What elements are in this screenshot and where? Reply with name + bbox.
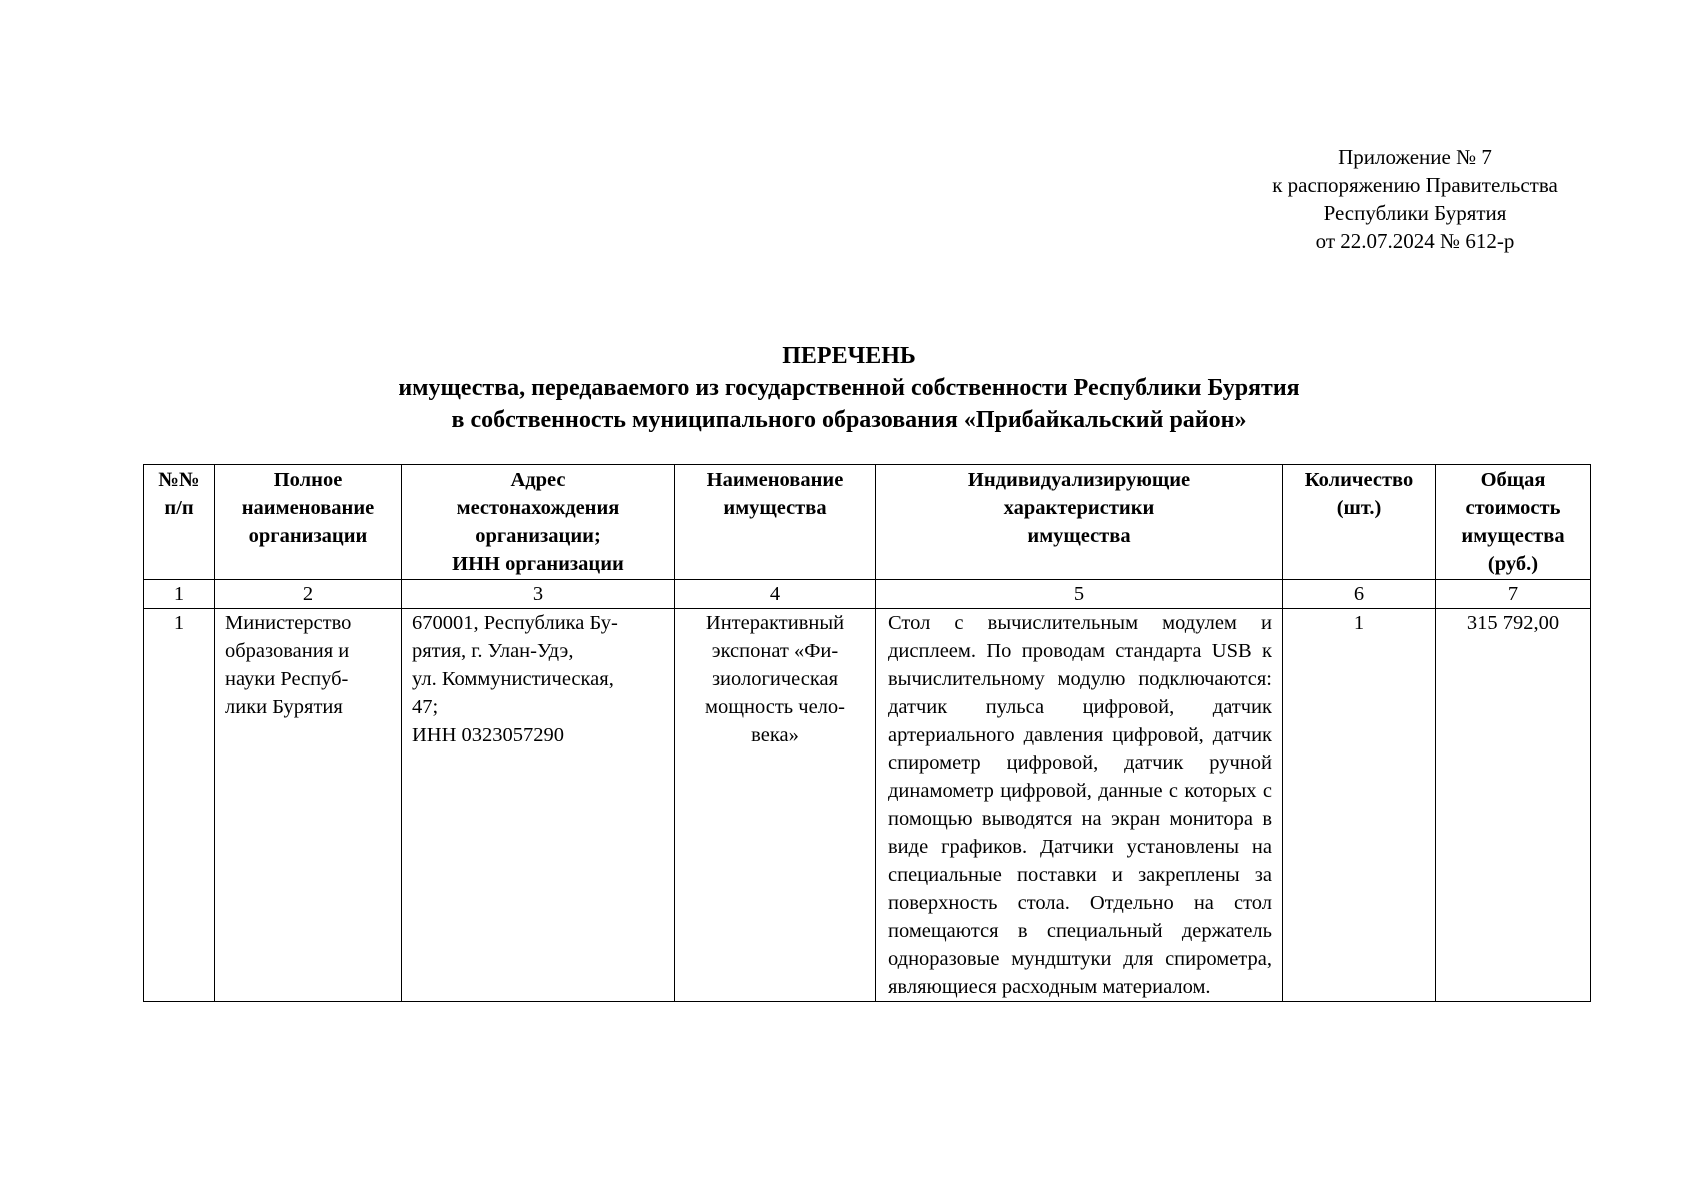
cell-quantity: 1 xyxy=(1283,609,1436,1002)
header-property-name: Наименование имущества xyxy=(675,465,876,580)
column-number: 2 xyxy=(215,580,402,609)
appendix-date-number: от 22.07.2024 № 612-р xyxy=(1315,229,1515,253)
title-heading: ПЕРЕЧЕНЬ xyxy=(782,343,916,369)
column-number: 5 xyxy=(876,580,1283,609)
column-number: 3 xyxy=(402,580,675,609)
header-row-number: №№ п/п xyxy=(144,465,215,580)
title-subtitle-line2: в собственность муниципального образования «Прибайкальский район» xyxy=(451,407,1247,433)
column-number: 7 xyxy=(1436,580,1591,609)
property-table xyxy=(143,464,1591,1002)
header-quantity: Количество (шт.) xyxy=(1283,465,1436,580)
column-number: 4 xyxy=(675,580,876,609)
cell-organization: Министерство образования и науки Респуб- лики Бурятия xyxy=(215,609,402,1002)
cell-characteristics: Стол с вычислительным модулем и дисплеем. По проводам стандарта USB к вычислительному модулю подключаются: датчик пульса цифровой, датчик артериального давления цифровой, датчик спирометр цифровой, датчик ручной динамометр цифровой, данные с которых с помощью выводятся на экран монитора в виде графиков. Датчики установлены на специальные поставки и закреплены за поверхность стола. Отдельно на стол помещаются в специальный держатель одноразовые мундштуки для спирометра, являющиеся расходным материалом. xyxy=(876,609,1283,1002)
cell-property-name: Интерактивный экспонат «Фи- зиологическая мощность чело- века» xyxy=(675,609,876,1002)
header-organization: Полное наименование организации xyxy=(215,465,402,580)
document-title xyxy=(0,340,1698,436)
appendix-note xyxy=(1235,143,1595,255)
cell-row-number: 1 xyxy=(144,609,215,1002)
header-total-cost: Общая стоимость имущества (руб.) xyxy=(1436,465,1591,580)
column-numbers-row xyxy=(144,580,1591,609)
cell-address: 670001, Республика Бу- рятия, г. Улан-Удэ, ул. Коммунистическая, 47; ИНН 0323057290 xyxy=(402,609,675,1002)
appendix-order-ref: к распоряжению Правительства xyxy=(1272,173,1558,197)
column-number: 6 xyxy=(1283,580,1436,609)
table-header-row xyxy=(144,465,1591,580)
appendix-number: Приложение № 7 xyxy=(1338,145,1492,169)
header-address: Адрес местонахождения организации; ИНН организации xyxy=(402,465,675,580)
table-row xyxy=(144,609,1591,1002)
header-characteristics: Индивидуализирующие характеристики имущества xyxy=(876,465,1283,580)
column-number: 1 xyxy=(144,580,215,609)
appendix-region: Республики Бурятия xyxy=(1323,201,1507,225)
title-subtitle-line1: имущества, передаваемого из государственной собственности Республики Бурятия xyxy=(398,375,1300,401)
cell-total-cost: 315 792,00 xyxy=(1436,609,1591,1002)
